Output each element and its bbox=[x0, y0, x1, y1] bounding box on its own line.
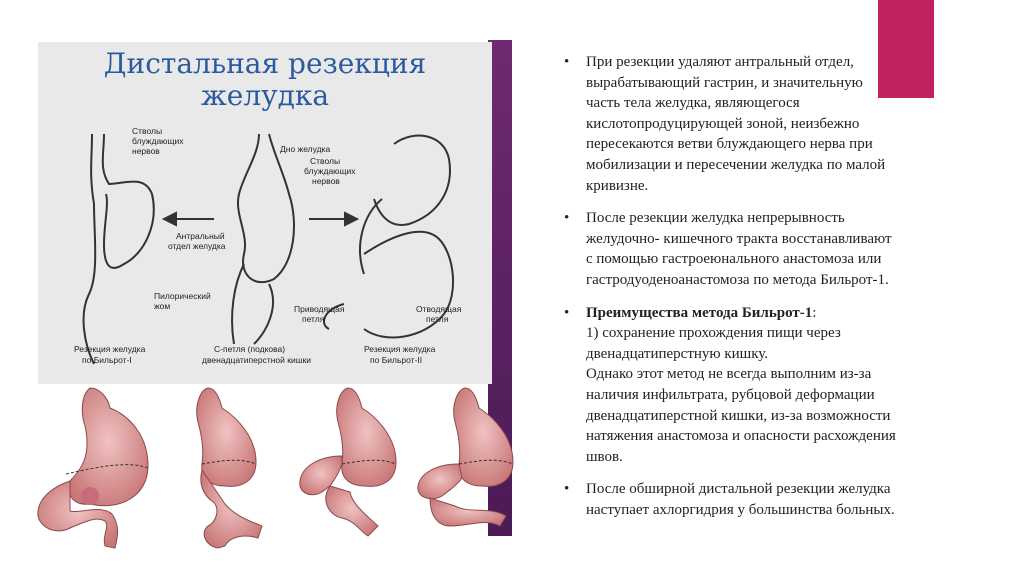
bullet-3-line: 1) сохранение прохождения пищи через bbox=[586, 325, 841, 342]
bullet-3-heading-bold: Преимущества метода Бильрот-1 bbox=[586, 304, 813, 321]
resection-figure bbox=[38, 42, 492, 384]
label-pyloric-1: Пилорический bbox=[154, 291, 211, 301]
bullet-1 bbox=[586, 52, 978, 196]
caption-mid-2: двенадцатиперстной кишки bbox=[202, 355, 312, 365]
bullet-1-line: пересекаются ветви блуждающего нерва при bbox=[586, 136, 873, 153]
label-fundus: Дно желудка bbox=[280, 144, 331, 154]
label-nerve-trunks-b2: блуждающих bbox=[304, 166, 356, 176]
caption-left-1: Резекция желудка bbox=[74, 344, 146, 354]
figure-title-line-2: желудка bbox=[200, 79, 330, 112]
bullet-2-line: желудочно- кишечного тракта восстанавливают bbox=[586, 230, 892, 247]
bullet-3-line: швов. bbox=[586, 448, 623, 465]
figure-title-line-1: Дистальная резекция bbox=[103, 47, 427, 80]
label-afferent-1: Приводящая bbox=[294, 304, 345, 314]
bullet-3-heading bbox=[586, 303, 978, 324]
bullet-2 bbox=[586, 208, 978, 290]
caption-left-2: по Бильрот-I bbox=[82, 355, 132, 365]
label-afferent-2: петля bbox=[302, 314, 325, 324]
label-antral-1: Антральный bbox=[176, 231, 225, 241]
label-nerve-trunks: Стволы bbox=[132, 126, 163, 136]
label-pyloric-2: жом bbox=[154, 301, 171, 311]
bullet-2-line: с помощью гастроеюнального анастомоза или bbox=[586, 251, 882, 268]
label-efferent-2: петля bbox=[426, 314, 449, 324]
caption-mid-1: С-петля (подкова) bbox=[214, 344, 286, 354]
stomach-3 bbox=[300, 388, 396, 536]
label-nerve-trunks-2: блуждающих bbox=[132, 136, 184, 146]
bullet-1-line: мобилизации и пересечении желудка по малой bbox=[586, 156, 886, 173]
label-nerve-trunks-b3: нервов bbox=[312, 176, 340, 186]
label-nerve-trunks-3: нервов bbox=[132, 146, 160, 156]
stomach-1 bbox=[38, 388, 148, 548]
bullet-1-line: часть тела желудка, являющегося bbox=[586, 95, 800, 112]
label-nerve-trunks-b1: Стволы bbox=[310, 156, 341, 166]
bullet-3-line: наличия инфильтрата, рубцовой деформации bbox=[586, 386, 875, 403]
bullet-3-heading-colon: : bbox=[812, 304, 817, 321]
bullet-3-line: двенадцатиперстную кишку. bbox=[586, 345, 769, 362]
label-antral-2: отдел желудка bbox=[168, 241, 226, 251]
bullet-4 bbox=[586, 479, 978, 520]
bullet-3-line: натяжения анастомоза и опасности расхождения bbox=[586, 428, 896, 445]
bullet-1-line: кислотопродуцирующей зоной, неизбежно bbox=[586, 115, 860, 132]
resection-diagram bbox=[64, 114, 484, 374]
bullet-2-line: • После резекции желудка непрерывность bbox=[586, 210, 845, 227]
bullet-3 bbox=[586, 303, 978, 468]
caption-right-1: Резекция желудка bbox=[364, 344, 436, 354]
bullet-text-block bbox=[586, 52, 978, 532]
stomach-illustrations bbox=[30, 386, 526, 552]
bullet-4-line: наступает ахлоргидрия у большинства больных. bbox=[586, 501, 895, 518]
bullet-3-line: двенадцатиперстной кишки, из-за возможности bbox=[586, 407, 891, 424]
bullet-4-line: • После обширной дистальной резекции желудка bbox=[586, 481, 891, 498]
bullet-3-line: Однако этот метод не всегда выполним из-за bbox=[586, 366, 872, 383]
bullet-1-line: вырабатывающий гастрин, и значительную bbox=[586, 74, 863, 91]
stomach-4 bbox=[418, 388, 513, 526]
bullet-1-line: кривизне. bbox=[586, 177, 649, 194]
stomach-2 bbox=[197, 388, 262, 548]
bullet-1-line: • При резекции удаляют антральный отдел, bbox=[586, 54, 854, 70]
caption-right-2: по Бильрот-II bbox=[370, 355, 423, 365]
label-efferent-1: Отводящая bbox=[416, 304, 462, 314]
bullet-2-line: гастродуоденоанастомоза по метода Бильрот-1. bbox=[586, 271, 889, 288]
figure-title bbox=[38, 48, 492, 112]
